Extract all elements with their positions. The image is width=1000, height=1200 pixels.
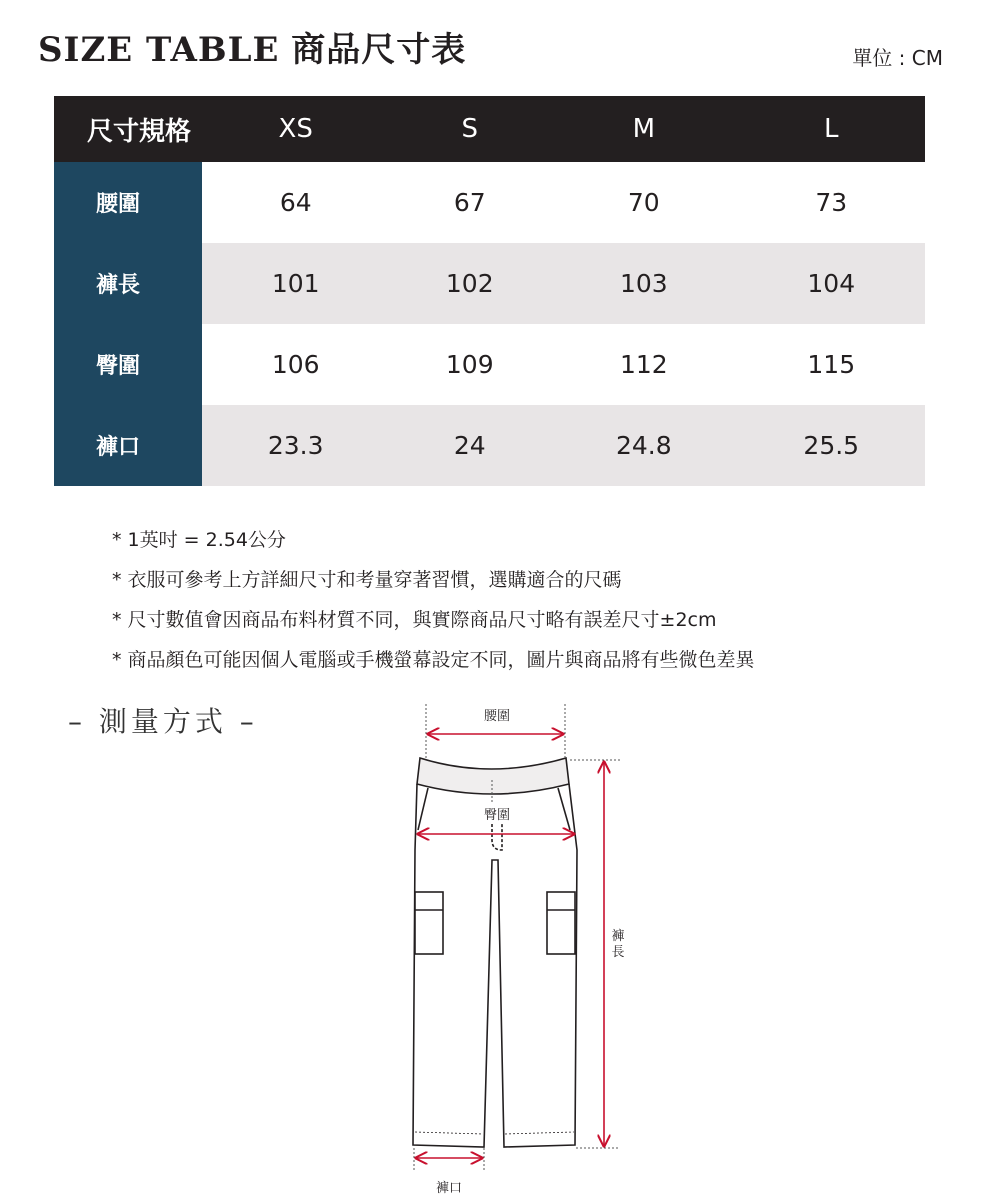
length-label-char-2: 長 <box>611 945 625 960</box>
table-cell: 106 <box>271 350 320 379</box>
table-row <box>54 162 925 243</box>
header-size-xs: XS <box>202 96 389 162</box>
page-title <box>38 22 466 71</box>
note-item: * 1英吋 = 2.54公分 <box>112 529 286 551</box>
title-chinese: 商品尺寸表 <box>291 30 467 70</box>
table-cell: 102 <box>389 243 550 324</box>
table-cell: 64 <box>279 188 312 217</box>
table-row <box>54 324 925 405</box>
row-label-hem: 褲口 <box>54 405 202 486</box>
waist-label: 腰圍 <box>483 709 511 724</box>
table-cell: 112 <box>619 350 668 379</box>
table-row <box>54 243 925 324</box>
header-size-l: L <box>738 96 925 162</box>
table-cell: 24.8 <box>550 405 737 486</box>
unit-label: 單位 : CM <box>852 46 943 70</box>
table-cell: 67 <box>453 188 486 217</box>
row-label-length: 褲長 <box>54 243 202 324</box>
hip-label: 臀圍 <box>483 808 511 823</box>
table-cell: 73 <box>815 188 848 217</box>
hem-label: 褲口 <box>435 1181 463 1196</box>
note-item: * 商品顏色可能因個人電腦或手機螢幕設定不同，圖片與商品將有些微色差異 <box>112 649 755 671</box>
table-cell: 104 <box>738 243 925 324</box>
table-row <box>54 405 925 486</box>
table-cell: 23.3 <box>202 405 389 486</box>
table-cell: 103 <box>550 243 737 324</box>
row-label-hip: 臀圍 <box>54 324 202 405</box>
pants-measurement-diagram <box>380 700 660 1200</box>
measure-section-title: – 測量方式 – <box>68 705 258 738</box>
header-corner: 尺寸規格 <box>54 96 202 162</box>
notes-list <box>112 520 755 680</box>
table-cell: 70 <box>627 188 660 217</box>
table-cell: 24 <box>389 405 550 486</box>
size-table <box>54 96 925 486</box>
header-size-s: S <box>389 96 550 162</box>
note-item: * 衣服可參考上方詳細尺寸和考量穿著習慣，選購適合的尺碼 <box>112 569 622 591</box>
table-cell: 25.5 <box>738 405 925 486</box>
header-size-m: M <box>550 96 737 162</box>
row-label-waist: 腰圍 <box>54 162 202 243</box>
table-cell: 109 <box>445 350 494 379</box>
title-english: SIZE TABLE <box>38 30 280 70</box>
note-item: * 尺寸數值會因商品布料材質不同，與實際商品尺寸略有誤差尺寸±2cm <box>112 609 717 631</box>
table-cell: 101 <box>202 243 389 324</box>
table-header-row <box>54 96 925 162</box>
table-cell: 115 <box>807 350 856 379</box>
length-label-char-1: 褲 <box>611 929 625 944</box>
